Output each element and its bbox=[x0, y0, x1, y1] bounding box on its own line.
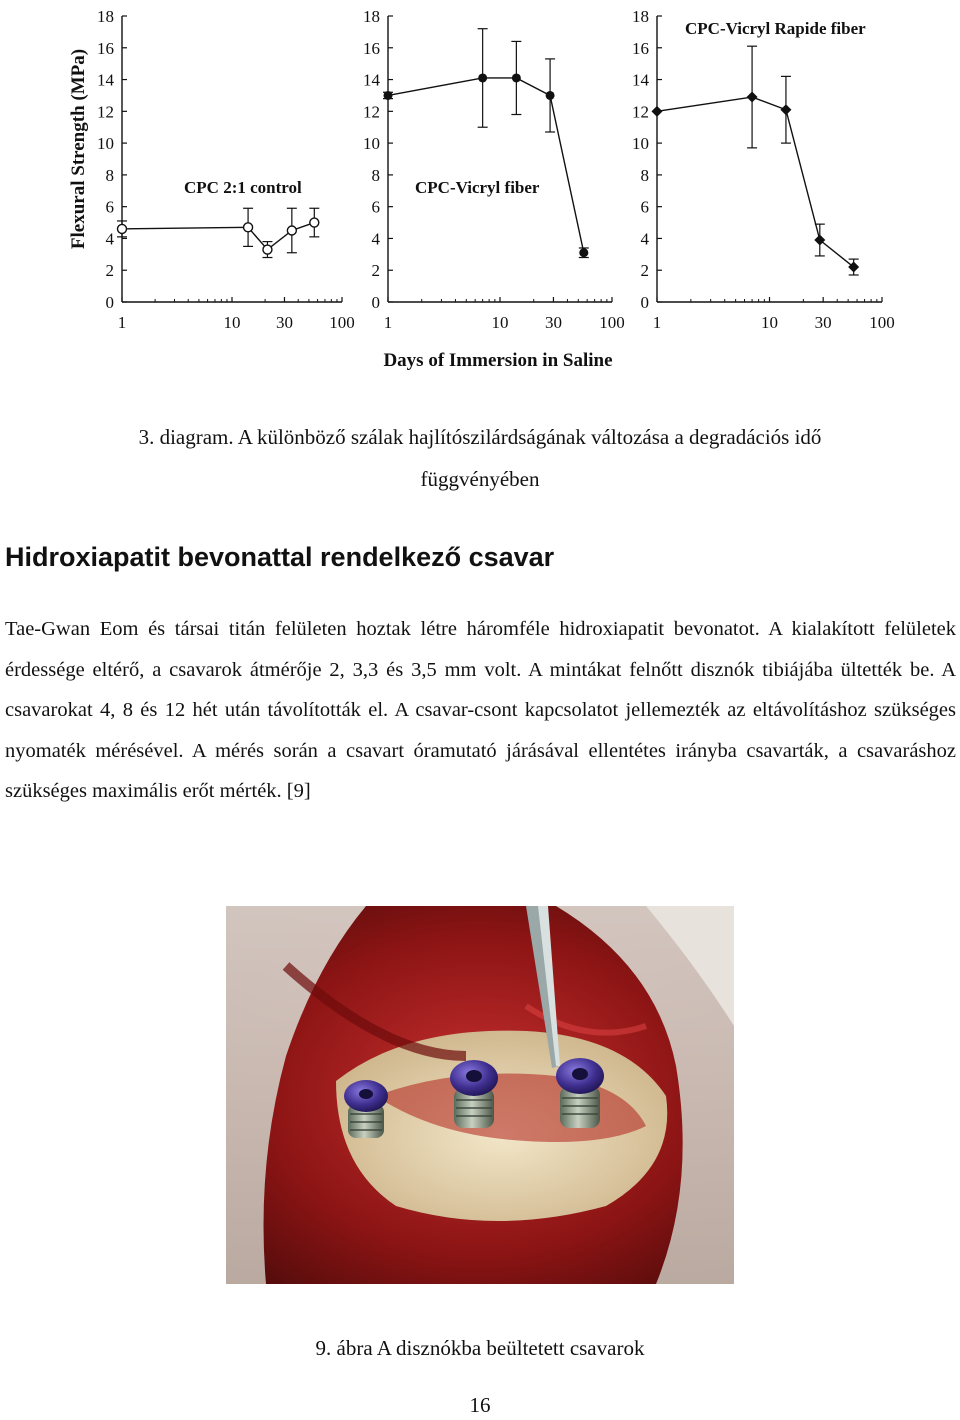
x-tick-label: 100 bbox=[329, 313, 355, 332]
page-number: 16 bbox=[469, 1393, 491, 1417]
chart-panel-3 bbox=[632, 7, 895, 332]
y-tick-label: 18 bbox=[632, 7, 649, 26]
y-tick-label: 0 bbox=[371, 293, 380, 312]
series-line bbox=[657, 97, 854, 267]
panel-title: CPC-Vicryl Rapide fiber bbox=[685, 19, 866, 38]
y-tick-label: 2 bbox=[105, 261, 114, 281]
y-tick-label: 10 bbox=[97, 134, 114, 154]
x-tick-label: 1 bbox=[652, 313, 662, 332]
y-tick-label: 14 bbox=[632, 70, 649, 90]
y-tick-label: 6 bbox=[640, 197, 649, 217]
y-tick-label: 16 bbox=[97, 38, 114, 58]
y-tick-label: 12 bbox=[632, 102, 649, 122]
data-point bbox=[118, 224, 127, 233]
y-tick-label: 8 bbox=[640, 165, 649, 185]
y-axis-title: Flexural Strength (MPa) bbox=[68, 48, 89, 250]
data-point bbox=[780, 104, 791, 115]
flexural-strength-figure bbox=[60, 0, 905, 380]
chart-caption bbox=[0, 416, 960, 500]
x-tick-label: 30 bbox=[814, 313, 832, 332]
y-tick-label: 16 bbox=[632, 38, 649, 58]
panel-title: CPC-Vicryl fiber bbox=[415, 178, 540, 197]
chart-caption-line-1: 3. diagram. A különböző szálak hajlítószilárdságának változása a degradációs idő bbox=[138, 425, 822, 449]
y-tick-label: 4 bbox=[640, 229, 649, 249]
y-tick-label: 2 bbox=[640, 261, 649, 281]
y-tick-label: 6 bbox=[371, 197, 380, 217]
data-point bbox=[244, 223, 253, 232]
x-tick-label: 1 bbox=[383, 313, 393, 332]
shared-x-axis-label: Days of Immersion in Saline bbox=[383, 350, 613, 371]
y-tick-label: 12 bbox=[97, 102, 114, 122]
y-tick-label: 0 bbox=[640, 293, 649, 312]
screw-middle bbox=[450, 1060, 498, 1128]
y-tick-label: 4 bbox=[371, 229, 380, 249]
x-tick-label: 10 bbox=[491, 313, 509, 332]
y-tick-label: 8 bbox=[371, 165, 380, 185]
x-tick-label: 30 bbox=[544, 313, 562, 332]
data-point bbox=[287, 226, 296, 235]
y-tick-label: 4 bbox=[105, 229, 114, 249]
x-tick-label: 10 bbox=[761, 313, 778, 332]
panel-title: CPC 2:1 control bbox=[184, 178, 302, 197]
series-line bbox=[122, 223, 314, 250]
y-tick-label: 18 bbox=[97, 7, 114, 26]
data-point bbox=[384, 91, 393, 100]
y-tick-label: 6 bbox=[105, 197, 114, 217]
y-tick-label: 8 bbox=[105, 165, 114, 185]
y-tick-label: 14 bbox=[363, 70, 380, 90]
data-point bbox=[747, 92, 758, 103]
surgery-photo-illustration bbox=[226, 906, 734, 1284]
y-tick-label: 10 bbox=[632, 134, 649, 154]
body-paragraph: Tae-Gwan Eom és társai titán felületen hoztak létre háromféle hidroxiapatit bevonatot. A kialakított felületek érdessége eltérő, a csavarok átmérője 2, 3,3 és 3,5 mm volt. A mintákat felnőtt disznók tibiájába ültették be. A csavarokat 4, 8 és 12 hét után távolították el. A csavar-csont kapcsolatot jellemezték az eltávolításhoz szükséges nyomaték mérésével. A mérés során a csavart óramutató járásával ellentétes irányba csavarták, a csavaráshoz szükséges maximális erőt mérték. [9] bbox=[5, 618, 956, 802]
section-heading: Hidroxiapatit bevonattal rendelkező csavar bbox=[5, 542, 555, 572]
screw-right bbox=[556, 1058, 604, 1128]
photo-caption: 9. ábra A disznókba beültetett csavarok bbox=[315, 1336, 645, 1360]
x-tick-label: 10 bbox=[223, 313, 241, 332]
data-point bbox=[263, 245, 272, 254]
chart-caption-line-2: függvényében bbox=[420, 467, 540, 491]
y-tick-label: 14 bbox=[97, 70, 114, 90]
y-tick-label: 16 bbox=[363, 38, 380, 58]
y-tick-label: 12 bbox=[363, 102, 380, 122]
x-tick-label: 100 bbox=[869, 313, 895, 332]
chart-panel-2 bbox=[363, 7, 625, 332]
series-line bbox=[388, 78, 584, 253]
x-tick-label: 1 bbox=[117, 313, 127, 332]
y-tick-label: 2 bbox=[371, 261, 380, 281]
y-tick-label: 18 bbox=[363, 7, 380, 26]
data-point bbox=[579, 248, 588, 257]
data-point bbox=[546, 91, 555, 100]
data-point bbox=[652, 106, 663, 117]
surgery-photo bbox=[226, 906, 734, 1284]
data-point bbox=[310, 218, 319, 227]
y-tick-label: 10 bbox=[363, 134, 380, 154]
data-point bbox=[478, 73, 487, 82]
chart-panel-1 bbox=[68, 7, 355, 332]
data-point bbox=[512, 73, 521, 82]
x-tick-label: 100 bbox=[599, 313, 625, 332]
y-tick-label: 0 bbox=[105, 293, 114, 312]
x-tick-label: 30 bbox=[275, 313, 293, 332]
